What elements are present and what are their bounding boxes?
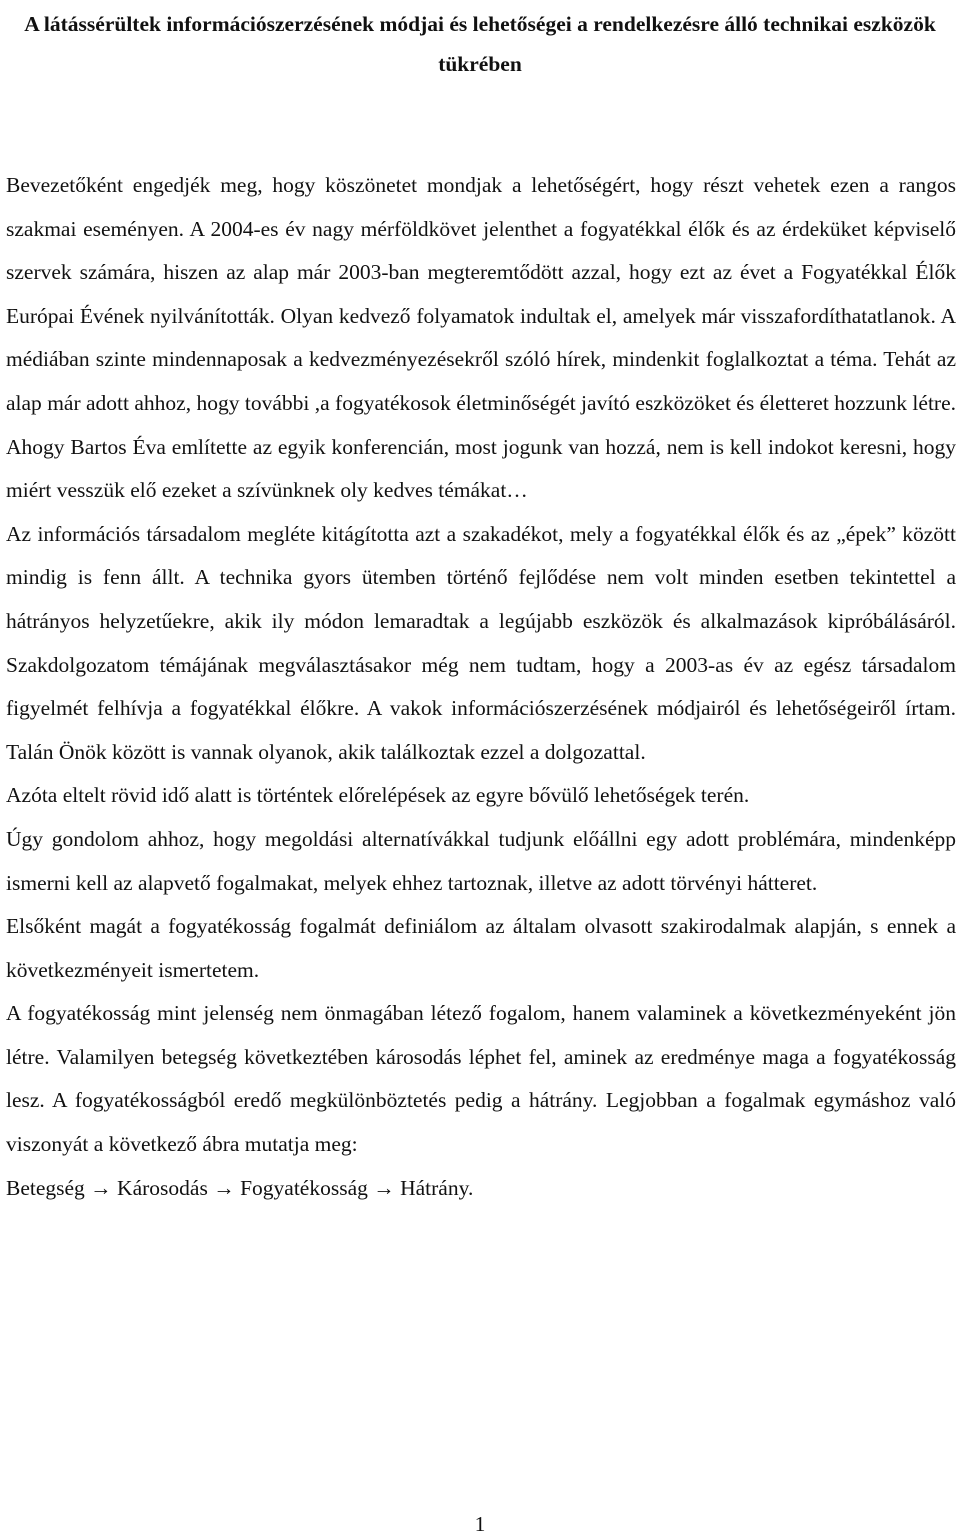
paragraph-concept-chain: Betegség → Károsodás → Fogyatékosság → Hátrány. — [6, 1175, 474, 1200]
paragraph-information-society: Az információs társadalom megléte kitágította azt a szakadékot, mely a fogyatékkal élők és az „épek” között mindig is fenn állt. A technika gyors ütemben történő fejlődése nem volt minden esetben tekintettel a hátrányos helyzetűekre, akik ily módon lemaradtak a legújabb eszközök és alkalmazások kipróbálásáról. Szakdolgozatom témájának megválasztásakor még nem tudtam, hogy a 2003-as év az egész társadalom figyelmét felhívja a fogyatékkal élőkre. A vakok információszerzésének módjairól és lehetőségeiről írtam. Talán Önök között is vannak olyanok, akik találkoztak ezzel a dolgozattal. — [6, 521, 956, 764]
paragraph-disability: A fogyatékosság mint jelenség nem önmagában létező fogalom, hanem valaminek a következményeként jön létre. Valamilyen betegség következtében károsodás léphet fel, aminek az eredménye maga a fogyatékosság lesz. A fogyatékosságból eredő megkülönböztetés pedig a hátrány. Legjobban a fogalmak egymáshoz való viszonyát a következő ábra mutatja meg: — [6, 1001, 956, 1157]
paragraph-introduction: Bevezetőként engedjék meg, hogy köszönetet mondjak a lehetőségért, hogy részt vehetek ezen a rangos szakmai eseményen. A 2004-es év nagy mérföldkövet jelenthet a fogyatékkal élők és az érdeküket képviselő szervek számára, hiszen az alap már 2003-ban megteremtődött azzal, hogy ezt az évet a Fogyatékkal Élők Európai Évének nyilvánították. Olyan kedvező folyamatok indultak el, amelyek már visszafordíthatatlanok. A médiában szinte mindennaposak a kedvezményezésekről szóló hírek, mindenkit foglalkoztat a téma. Tehát az alap már adott ahhoz, hogy további ,a fogyatékosok életminőségét javító eszközöket és életteret hozzunk létre. Ahogy Bartos Éva említette az egyik konferencián, most jogunk van hozzá, nem is kell indokot keresni, hogy miért vesszük elő ezeket a szívünknek oly kedves témákat… — [6, 173, 956, 503]
paragraph-concepts: Úgy gondolom ahhoz, hogy megoldási alternatívákkal tudjunk előállni egy adott problémára, mindenképp ismerni kell az alapvető fogalmakat, melyek ehhez tartoznak, illetve az adott törvényi hátteret. — [6, 826, 956, 895]
document-title: A látássérültek információszerzésének módjai és lehetőségei a rendelkezésre álló technikai eszközök tükrében — [24, 12, 936, 76]
document-body — [6, 164, 956, 1210]
page-number: 1 — [474, 1512, 486, 1536]
paragraph-progress: Azóta eltelt rövid idő alatt is történtek előrelépések az egyre bővülő lehetőségek terén. — [6, 783, 750, 808]
paragraph-definition: Elsőként magát a fogyatékosság fogalmát definiálom az általam olvasott szakirodalmak alapján, s ennek a következményeit ismertetem. — [6, 914, 956, 982]
